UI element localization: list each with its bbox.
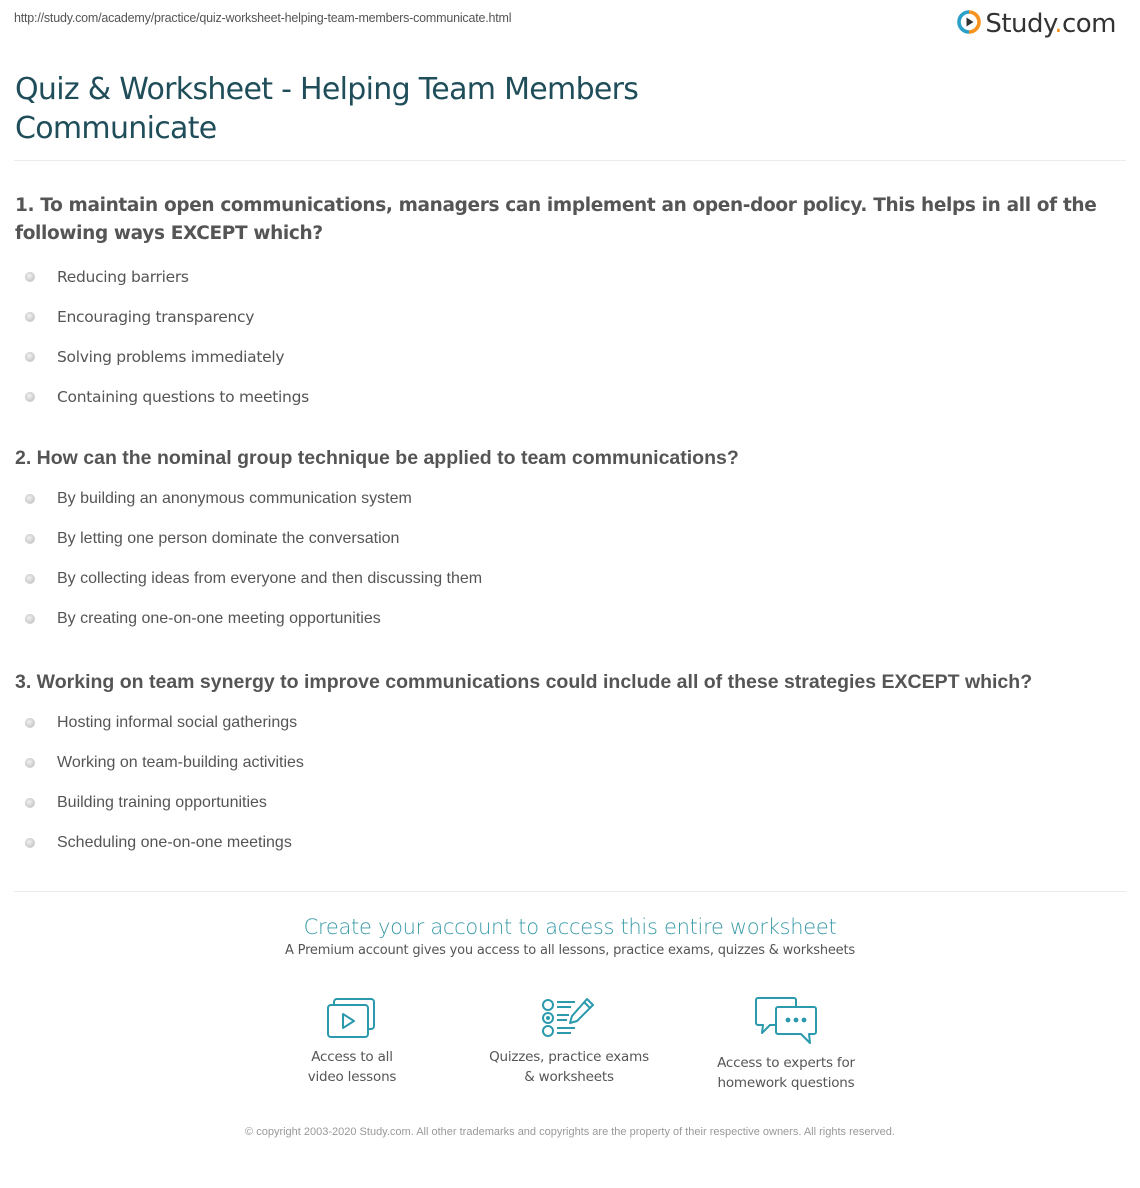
option-label: Working on team-building activities [57, 754, 304, 771]
option-label: Solving problems immediately [57, 348, 285, 366]
premium-features [0, 995, 1140, 1105]
answer-options [15, 703, 1125, 863]
option-label: By collecting ideas from everyone and then discussing them [57, 570, 483, 587]
feature-experts [696, 995, 876, 1093]
section-divider [14, 891, 1126, 892]
study-play-logo-icon [957, 10, 981, 38]
option-label: By letting one person dominate the conversation [57, 530, 400, 547]
option-label: Building training opportunities [57, 794, 267, 811]
answer-options [15, 257, 1125, 417]
option-label: Reducing barriers [57, 268, 189, 286]
feature-line: homework questions [717, 1075, 855, 1091]
option-label: Containing questions to meetings [57, 388, 309, 406]
radio-button-icon[interactable] [25, 798, 35, 808]
page-title: Quiz & Worksheet - Helping Team Members Communicate [15, 72, 639, 146]
radio-button-icon[interactable] [25, 574, 35, 584]
feature-label [479, 1047, 659, 1087]
option-label: Encouraging transparency [57, 308, 255, 326]
feature-label [262, 1047, 442, 1087]
question-text: 3. Working on team synergy to improve communications could include all of these strategies EXCEPT which? [15, 671, 1033, 693]
copyright-notice: © copyright 2003-2020 Study.com. All other trademarks and copyrights are the property of their respective owners. All rights reserved. [245, 1126, 895, 1138]
answer-option[interactable] [15, 823, 1125, 863]
question-1 [15, 192, 1125, 417]
cta-title-link[interactable]: Create your account to access this entire worksheet [303, 915, 837, 939]
question-text: 1. To maintain open communications, managers can implement an open-door policy. This helps in all of the following ways EXCEPT which? [15, 195, 1097, 244]
feature-line: video lessons [307, 1069, 397, 1085]
answer-option[interactable] [15, 377, 1125, 417]
option-label: By creating one-on-one meeting opportunities [57, 610, 381, 627]
radio-button-icon[interactable] [25, 272, 35, 282]
radio-button-icon[interactable] [25, 392, 35, 402]
question-3 [15, 668, 1125, 863]
radio-button-icon[interactable] [25, 312, 35, 322]
feature-line: Access to all [311, 1049, 393, 1065]
chat-bubbles-icon [696, 995, 876, 1047]
answer-option[interactable] [15, 479, 1125, 519]
video-lessons-icon [262, 995, 442, 1041]
question-2 [15, 444, 1125, 639]
feature-line: & worksheets [524, 1069, 614, 1085]
logo-tld: com [1061, 9, 1116, 39]
option-label: Scheduling one-on-one meetings [57, 834, 292, 851]
radio-button-icon[interactable] [25, 718, 35, 728]
cta-subtitle: A Premium account gives you access to all lessons, practice exams, quizzes & worksheets [285, 943, 855, 958]
logo-wordmark [985, 9, 1116, 39]
logo-dot: . [1054, 9, 1062, 39]
answer-option[interactable] [15, 743, 1125, 783]
radio-button-icon[interactable] [25, 758, 35, 768]
radio-button-icon[interactable] [25, 838, 35, 848]
option-label: Hosting informal social gatherings [57, 714, 298, 731]
answer-option[interactable] [15, 783, 1125, 823]
logo-name: Study [985, 9, 1055, 39]
question-text: 2. How can the nominal group technique be applied to team communications? [15, 447, 739, 469]
study-logo[interactable] [957, 9, 1116, 39]
feature-video-lessons [262, 995, 442, 1087]
answer-option[interactable] [15, 257, 1125, 297]
radio-button-icon[interactable] [25, 352, 35, 362]
answer-option[interactable] [15, 337, 1125, 377]
radio-button-icon[interactable] [25, 494, 35, 504]
answer-option[interactable] [15, 703, 1125, 743]
radio-button-icon[interactable] [25, 614, 35, 624]
feature-label [696, 1053, 876, 1093]
page-url: http://study.com/academy/practice/quiz-worksheet-helping-team-members-communicate.html [14, 11, 512, 25]
feature-line: Quizzes, practice exams [489, 1049, 649, 1065]
feature-quizzes [479, 995, 659, 1087]
answer-option[interactable] [15, 519, 1125, 559]
option-label: By building an anonymous communication system [57, 490, 412, 507]
answer-option[interactable] [15, 559, 1125, 599]
feature-line: Access to experts for [717, 1055, 855, 1071]
quiz-checklist-icon [479, 995, 659, 1041]
signup-cta [0, 912, 1140, 958]
answer-option[interactable] [15, 599, 1125, 639]
title-divider [14, 160, 1126, 161]
answer-option[interactable] [15, 297, 1125, 337]
radio-button-icon[interactable] [25, 534, 35, 544]
answer-options [15, 479, 1125, 639]
